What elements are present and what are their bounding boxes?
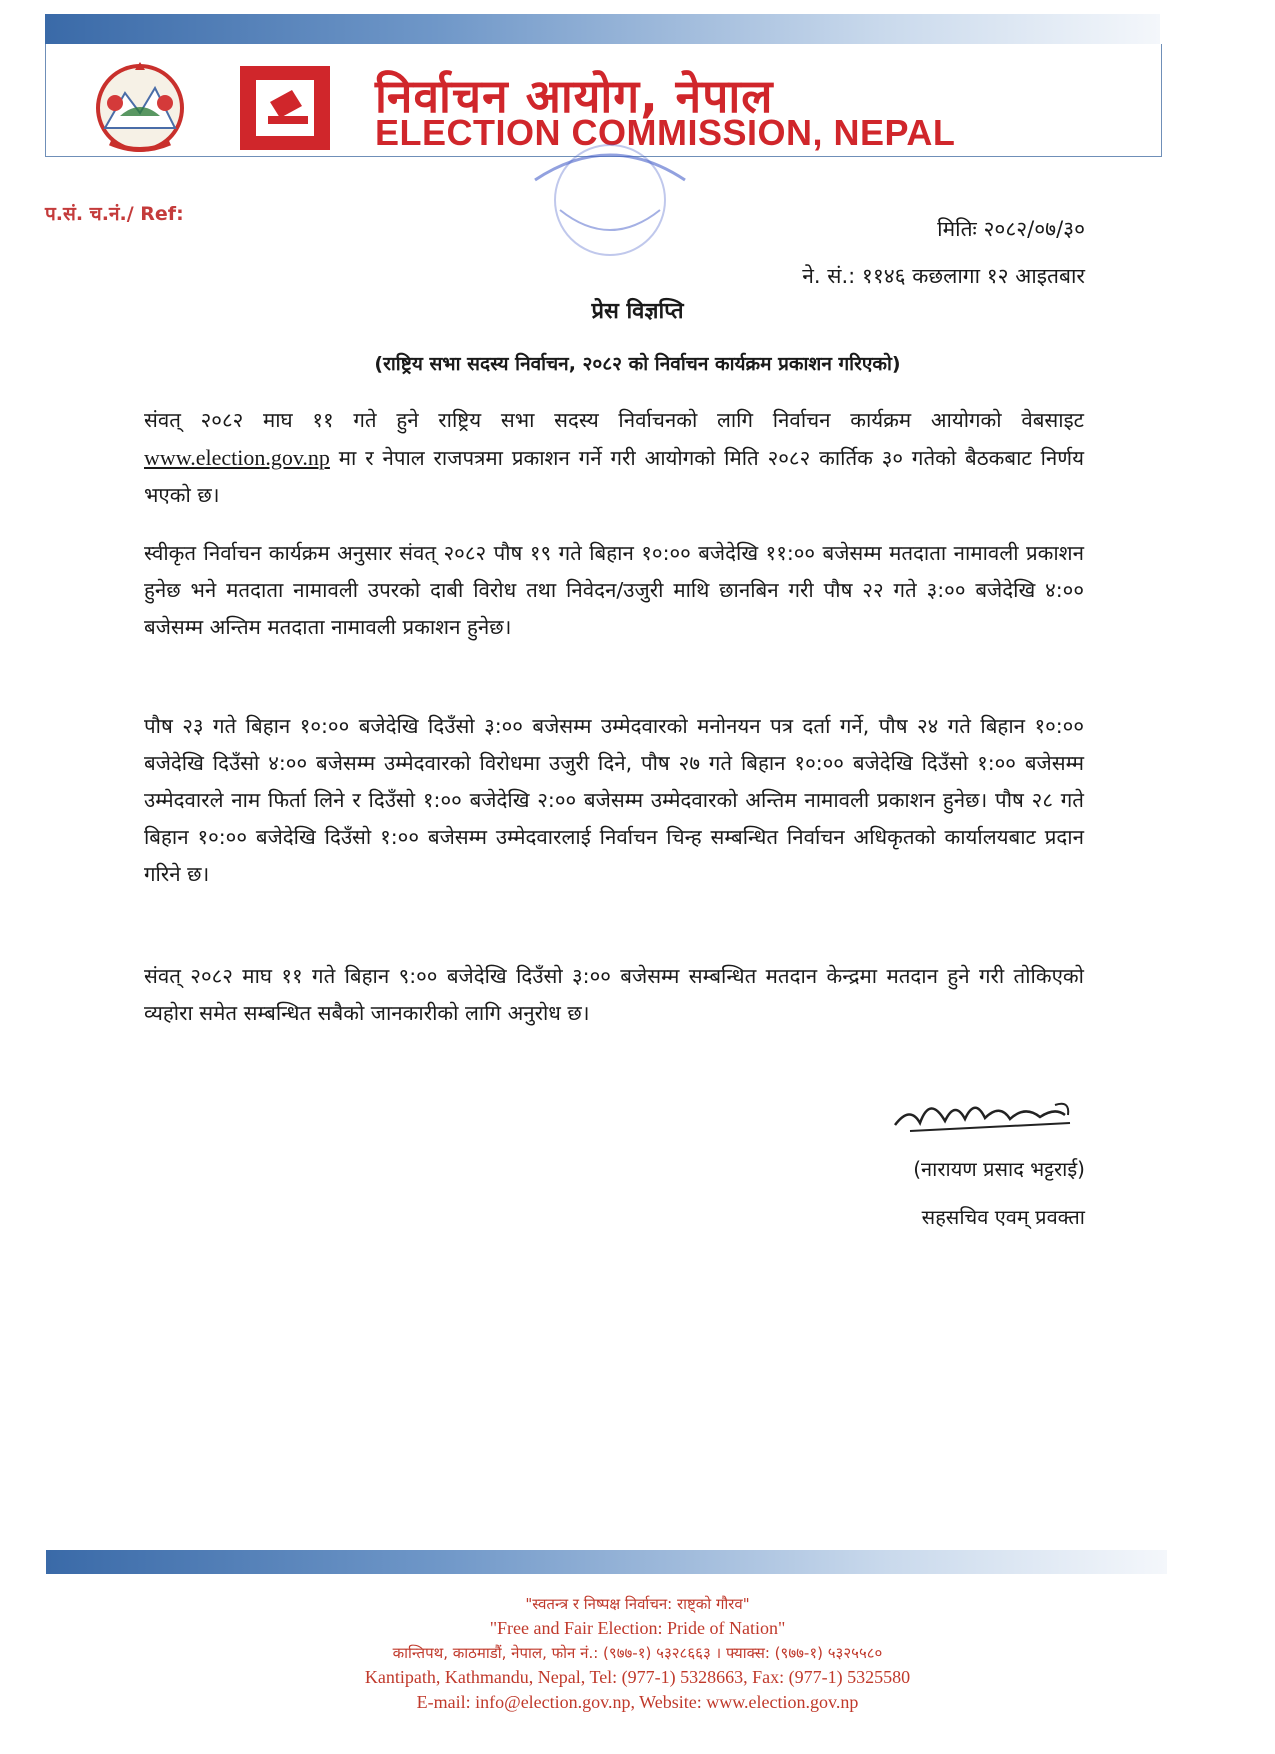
nepal-emblem-icon bbox=[85, 58, 195, 158]
paragraph-1-start: संवत् २०८२ माघ ११ गते हुने राष्ट्रिय सभा सदस्य निर्वाचनको लागि निर्वाचन कार्यक्रम आयोगको वेबसाइट bbox=[144, 408, 1084, 432]
press-release-title: प्रेस विज्ञप्ति bbox=[591, 299, 684, 324]
footer-motto-nepali: "स्वतन्त्र र निष्पक्ष निर्वाचन: राष्ट्को गौरव" bbox=[525, 1595, 750, 1613]
ballot-box-logo-icon bbox=[240, 66, 330, 150]
footer-contact: E-mail: info@election.gov.np, Website: www.election.gov.np bbox=[416, 1692, 859, 1712]
office-stamp-icon bbox=[520, 140, 700, 260]
signer-title: सहसचिव एवम् प्रवक्ता bbox=[921, 1205, 1085, 1229]
reference-label: प.सं. च.नं./ Ref: bbox=[45, 203, 184, 225]
date-line: मितिः २०८२/०७/३० bbox=[937, 217, 1085, 241]
handwritten-signature-icon bbox=[890, 1085, 1080, 1145]
commission-title-nepali: निर्वाचन आयोग, नेपाल bbox=[375, 69, 774, 123]
paragraph-4: संवत् २०८२ माघ ११ गते बिहान ९:०० बजेदेखि दिउँसो ३:०० बजेसम्म सम्बन्धित मतदान केन्द्रमा मतदान हुने गरी तोकिएको व्यहोरा समेत सम्बन्धित सबैको जानकारीको लागि अनुरोध छ। bbox=[144, 964, 1084, 1025]
commission-title-english: ELECTION COMMISSION, NEPAL bbox=[375, 112, 956, 153]
website-link[interactable]: www.election.gov.np bbox=[144, 445, 330, 470]
press-release-subtitle: (राष्ट्रिय सभा सदस्य निर्वाचन, २०८२ को निर्वाचन कार्यक्रम प्रकाशन गरिएको) bbox=[374, 353, 901, 375]
footer-address-nepali: कान्तिपथ, काठमाडौं, नेपाल, फोन नं.: (९७७-१) ५३२८६६३ । फ्याक्स: (९७७-१) ५३२५५८० bbox=[392, 1644, 883, 1662]
paragraph-1 bbox=[144, 402, 1084, 514]
signer-name: (नारायण प्रसाद भट्टराई) bbox=[913, 1157, 1085, 1181]
paragraph-3: पौष २३ गते बिहान १०:०० बजेदेखि दिउँसो ३:०० बजेसम्म उम्मेदवारको मनोनयन पत्र दर्ता गर्ने, पौष २४ गते बिहान १०:०० बजेदेखि दिउँसो ४:०० बजेसम्म उम्मेदवारको विरोधमा उजुरी दिने, पौष २७ गते बिहान १०:०० बजेदेखि दिउँसो १:०० बजेसम्म उम्मेदवारले नाम फिर्ता लिने र दिउँसो १:०० बजेदेखि २:०० बजेसम्म उम्मेदवारको अन्तिम नामावली प्रकाशन हुनेछ। पौष २८ गते बिहान १०:०० बजेदेखि दिउँसो १:०० बजेसम्म उम्मेदवारलाई निर्वाचन चिन्ह सम्बन्धित निर्वाचन अधिकृतको कार्यालयबाट प्रदान गरिने छ। bbox=[144, 714, 1084, 886]
footer-motto-english: "Free and Fair Election: Pride of Nation" bbox=[489, 1618, 786, 1638]
header-band bbox=[45, 14, 1160, 44]
footer-band bbox=[46, 1550, 1167, 1574]
paragraph-1-end: मा र नेपाल राजपत्रमा प्रकाशन गर्ने गरी आयोगको मिति २०८२ कार्तिक ३० गतेको बैठकबाट निर्णय भएको छ। bbox=[144, 446, 1084, 507]
nepal-sambat-line: ने. सं.: ११४६ कछलागा १२ आइतबार bbox=[802, 264, 1085, 288]
paragraph-2: स्वीकृत निर्वाचन कार्यक्रम अनुसार संवत् २०८२ पौष १९ गते बिहान १०:०० बजेदेखि ११:०० बजेसम्म मतदाता नामावली प्रकाशन हुनेछ भने मतदाता नामावली उपरको दाबी विरोध तथा निवेदन/उजुरी माथि छानबिन गरी पौष २२ गते ३:०० बजेदेखि ४:०० बजेसम्म अन्तिम मतदाता नामावली प्रकाशन हुनेछ। bbox=[144, 541, 1084, 639]
footer-address-english: Kantipath, Kathmandu, Nepal, Tel: (977-1) 5328663, Fax: (977-1) 5325580 bbox=[364, 1667, 911, 1687]
